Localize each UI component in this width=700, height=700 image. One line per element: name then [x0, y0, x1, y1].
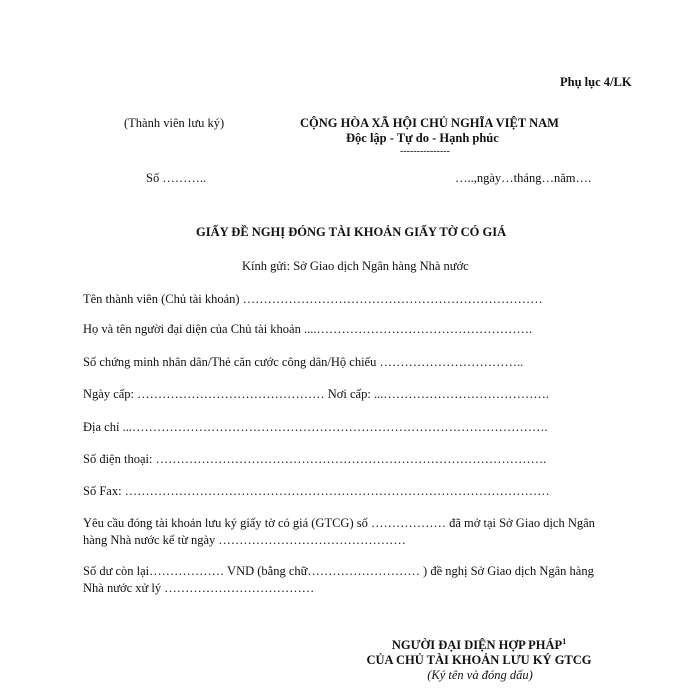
balance-paragraph: [83, 563, 623, 597]
balance-line-1: Số dư còn lại……………… VND (bằng chữ……………………… ) đề nghị Sở Giao dịch Ngân hàng: [83, 564, 594, 578]
field-id-number: Số chứng minh nhân dân/Thẻ căn cước công dân/Hộ chiếu ……………………………..: [83, 355, 524, 369]
request-line-2: hàng Nhà nước kể từ ngày ………………………………………: [83, 533, 406, 547]
national-motto: Độc lập - Tự do - Hạnh phúc: [346, 131, 499, 145]
field-member-name: Tên thành viên (Chủ tài khoản) ………………………………………………………………: [83, 292, 543, 306]
member-label: (Thành viên lưu ký): [124, 116, 225, 130]
request-line-1: Yêu cầu đóng tài khoản lưu ký giấy tờ có giá (GTCG) số ……………… đã mở tại Sở Giao dịch Ngân: [83, 516, 595, 530]
signature-title-text: NGƯỜI ĐẠI DIỆN HỢP PHÁP: [391, 638, 563, 652]
document-number: Số ………..: [146, 171, 207, 185]
country-name: CỘNG HÒA XÃ HỘI CHỦ NGHĨA VIỆT NAM: [300, 116, 559, 130]
field-representative-name: Họ và tên người đại diện của Chủ tài khoản ....…………………………………………….: [83, 322, 533, 336]
signature-title-2: CỦA CHỦ TÀI KHOẢN LƯU KÝ GTCG: [366, 653, 592, 667]
recipient-line: Kính gửi: Sở Giao dịch Ngân hàng Nhà nước: [242, 259, 469, 273]
document-title: GIẤY ĐỀ NGHỊ ĐÓNG TÀI KHOẢN GIẤY TỜ CÓ GIÁ: [196, 225, 507, 239]
request-paragraph: [83, 515, 623, 549]
footnote-mark: 1: [562, 636, 567, 646]
document-date: …..,ngày…tháng…năm….: [455, 171, 592, 185]
signature-title-1: [374, 638, 584, 653]
motto-divider: ---------------: [400, 146, 450, 157]
field-fax: Số Fax: …………………………………………………………………………………………: [83, 484, 550, 498]
field-issue-date-place: Ngày cấp: ……………………………………… Nơi cấp: ...………………………………….: [83, 387, 549, 401]
appendix-label: Phụ lục 4/LK: [560, 75, 632, 89]
balance-line-2: Nhà nước xử lý ………………………………: [83, 581, 315, 595]
field-address: Địa chỉ ...……………………………………………………………………………………….: [83, 420, 548, 434]
signature-note: (Ký tên và đóng dấu): [427, 668, 533, 682]
field-phone: Số điện thoại: ………………………………………………………………………………….: [83, 452, 547, 466]
